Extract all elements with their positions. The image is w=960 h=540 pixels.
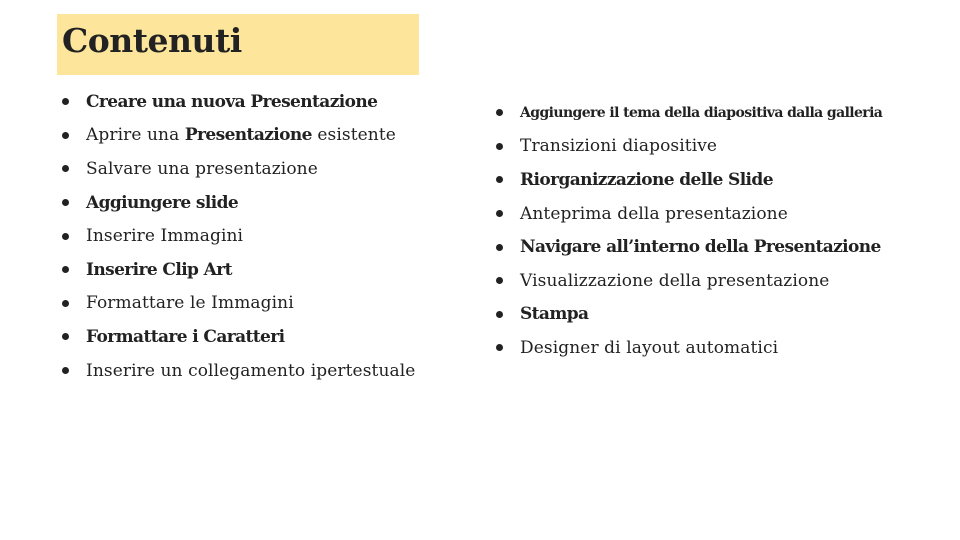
list-item-label-pre: Aprire una — [86, 125, 185, 146]
list-item-label: Navigare all’interno della Presentazione — [520, 237, 881, 258]
bullet-dot-icon — [496, 176, 503, 183]
list-item — [62, 186, 415, 220]
list-item-label: Aggiungere slide — [86, 192, 239, 213]
contents-list-right — [496, 96, 882, 365]
slide-title: Contenuti — [62, 21, 242, 60]
list-item — [62, 253, 415, 287]
bullet-dot-icon — [62, 266, 69, 273]
list-item-label: Aggiungere il tema della diapositiva dalla galleria — [520, 104, 883, 121]
bullet-dot-icon — [62, 132, 69, 139]
list-item-label: Designer di layout automatici — [520, 337, 779, 358]
bullet-dot-icon — [496, 109, 503, 116]
bullet-dot-icon — [62, 333, 69, 340]
list-item — [62, 119, 415, 153]
title-highlight-box — [57, 14, 419, 75]
list-item — [62, 152, 415, 186]
list-item — [62, 219, 415, 253]
list-item — [62, 287, 415, 321]
list-item-label-post: esistente — [311, 125, 396, 146]
bullet-dot-icon — [62, 199, 69, 206]
list-item-label-strong: Presentazione — [184, 125, 312, 146]
bullet-dot-icon — [496, 210, 503, 217]
bullet-dot-icon — [496, 244, 503, 251]
list-item — [62, 320, 415, 354]
list-item — [496, 264, 882, 298]
list-item-label: Salvare una presentazione — [86, 158, 318, 179]
list-item — [62, 354, 415, 388]
bullet-dot-icon — [496, 143, 503, 150]
bullet-dot-icon — [496, 344, 503, 351]
list-item-label: Formattare i Caratteri — [86, 326, 285, 347]
list-item-label: Transizioni diapositive — [520, 136, 718, 157]
list-item — [62, 85, 415, 119]
list-item-label: Creare una nuova Presentazione — [86, 91, 378, 112]
list-item — [496, 163, 882, 197]
list-item-label — [86, 125, 396, 145]
bullet-dot-icon — [62, 98, 69, 105]
bullet-dot-icon — [62, 300, 69, 307]
contents-list-left — [62, 85, 415, 387]
list-item — [496, 230, 882, 264]
list-item — [496, 298, 882, 332]
list-item-label: Inserire Immagini — [86, 226, 244, 247]
list-item-label: Formattare le Immagini — [86, 293, 294, 314]
bullet-dot-icon — [496, 277, 503, 284]
list-item-label: Inserire un collegamento ipertestuale — [86, 360, 416, 381]
list-item-label: Anteprima della presentazione — [520, 203, 788, 224]
list-item-label: Stampa — [520, 304, 589, 325]
list-item — [496, 197, 882, 231]
list-item — [496, 331, 882, 365]
list-item-label: Inserire Clip Art — [86, 259, 232, 280]
bullet-dot-icon — [62, 165, 69, 172]
list-item-label: Visualizzazione della presentazione — [520, 270, 830, 291]
bullet-dot-icon — [496, 311, 503, 318]
list-item — [496, 130, 882, 164]
list-item-label: Riorganizzazione delle Slide — [520, 169, 773, 190]
bullet-dot-icon — [62, 367, 69, 374]
bullet-dot-icon — [62, 233, 69, 240]
list-item — [496, 96, 882, 130]
